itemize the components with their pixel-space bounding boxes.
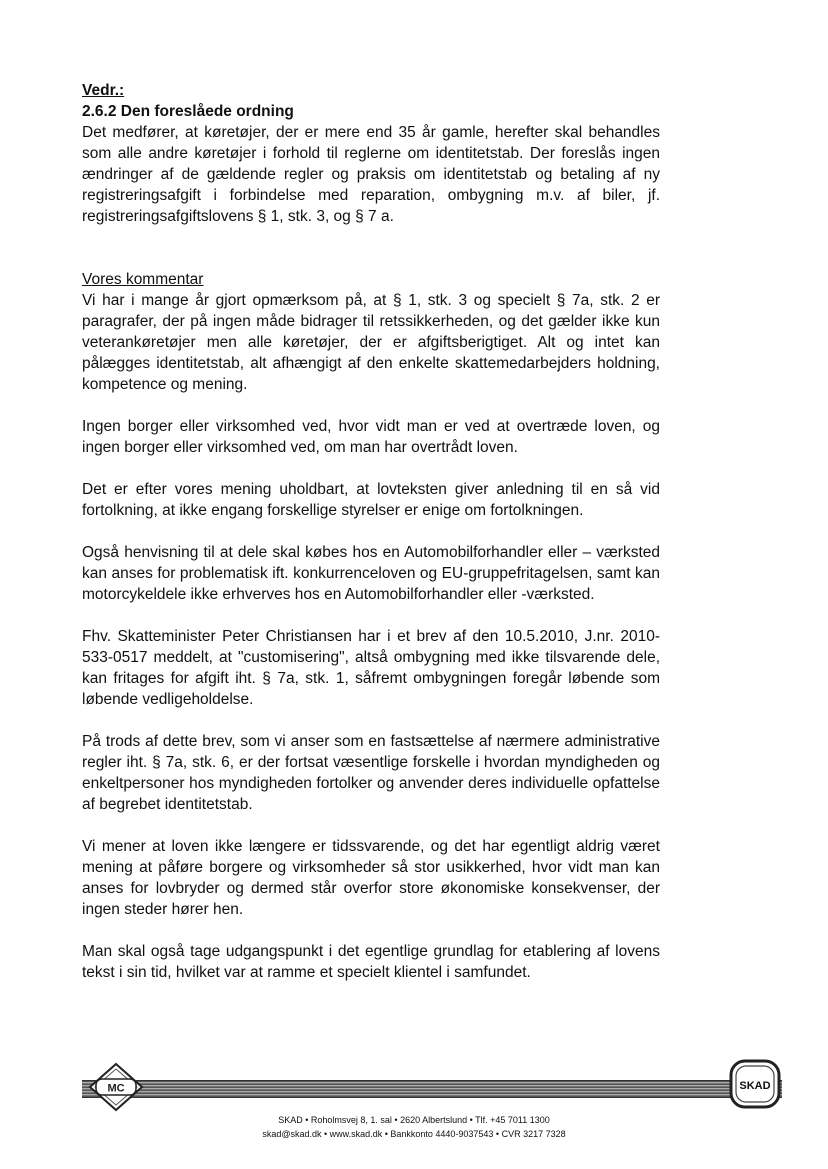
footer-band [82,1080,782,1098]
footer-contact: skad@skad.dk • www.skad.dk • Bankkonto 4440-9037543 • CVR 3217 7328 [262,1129,566,1139]
document-body [82,80,660,983]
comment-paragraph-5: Fhv. Skatteminister Peter Christiansen har i et brev af den 10.5.2010, J.nr. 2010-533-0517 meddelt, at "customisering", altså ombygning med ikke tilsvarende dele, kan fritages for afgift iht. § 7a, stk. 1, såfremt ombygningen foregår løbende som løbende vedligeholdelse. [82,628,660,708]
footer-address: SKAD • Roholmsvej 8, 1. sal • 2620 Albertslund • Tlf. +45 7011 1300 [278,1115,550,1125]
comment-paragraph-4: Også henvisning til at dele skal købes hos en Automobilforhandler eller – værksted kan anses for problematisk ift. konkurrenceloven og EU-gruppefritagelsen, samt kan motorcykeldele ikke erhverves hos en Automobilforhandler eller -værksted. [82,544,660,603]
comment-paragraph-2: Ingen borger eller virksomhed ved, hvor vidt man er ved at overtræde loven, og ingen borger eller virksomhed ved, om man har overtrådt loven. [82,418,660,456]
comment-paragraph-6: På trods af dette brev, som vi anser som en fastsættelse af nærmere administrative regler iht. § 7a, stk. 6, er der fortsat væsentlige forskelle i hvordan myndigheden og enkeltpersoner hos myndigheden fortolker og anvender deres individuelle opfattelse af begrebet identitetstab. [82,733,660,813]
comment-paragraph-7: Vi mener at loven ikke længere er tidssvarende, og det har egentligt aldrig været mening at påføre borgere og virksomheder så stor usikkerhed, hvor vidt man kan anses for lovbryder og dermed står overfor store økonomiske konsekvenser, der ingen steder hører hen. [82,838,660,918]
mc-logo-icon [86,1062,146,1112]
skad-logo-icon [728,1058,782,1110]
vedr-label: Vedr.: [82,82,125,99]
mc-logo-text: MC [107,1082,125,1095]
intro-paragraph: Det medfører, at køretøjer, der er mere end 35 år gamle, herefter skal behandles som alle andre køretøjer i forhold til reglerne om identitetstab. Der foreslås ingen ændringer af de gældende regler og praksis om identitetstab og betaling af ny registreringsafgift i forbindelse med reparation, ombygning m.v. af biler, jf. registreringsafgiftslovens § 1, stk. 3, og § 7 a. [82,124,660,225]
comment-paragraph-8: Man skal også tage udgangspunkt i det egentlige grundlag for etablering af lovens tekst i sin tid, hvilket var at ramme et specielt klientel i samfundet. [82,943,660,981]
section-heading: 2.6.2 Den foreslåede ordning [82,103,294,120]
comment-paragraph-3: Det er efter vores mening uholdbart, at lovteksten giver anledning til en så vid fortolkning, at ikke engang forskellige styrelser er enige om fortolkningen. [82,481,660,519]
skad-logo-text: SKAD [739,1080,771,1092]
comment-title: Vores kommentar [82,271,204,288]
comment-paragraph-1: Vi har i mange år gjort opmærksom på, at § 1, stk. 3 og specielt § 7a, stk. 2 er paragrafer, der på ingen måde bidrager til retssikkerheden, og det gælder ikke kun veterankøretøjer men alle køretøjer, der er afgiftsberigtiget. Alt og intet kan pålægges identitetstab, alt afhængigt af den enkelte skattemedarbejders holdning, kompetence og mening. [82,292,660,393]
